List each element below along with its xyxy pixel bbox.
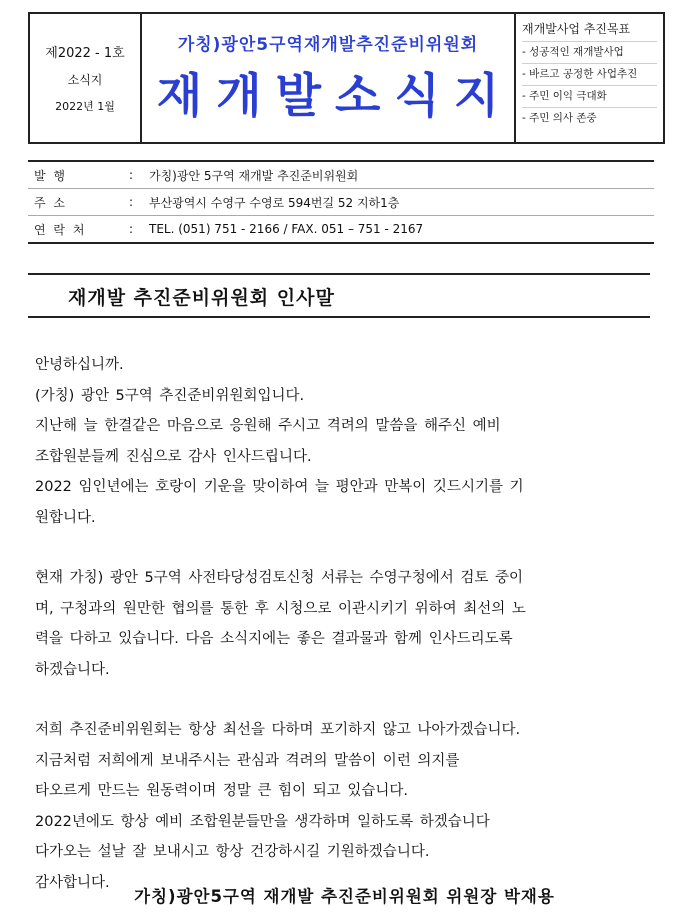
info-value: TEL. (051) 751 - 2166 / FAX. 051 – 751 - 2167: [149, 222, 424, 236]
body-line: 현재 가칭) 광안 5구역 사전타당성검토신청 서류는 수영구청에서 검토 중이: [35, 570, 523, 586]
body-line: 타오르게 만드는 원동력이며 정말 큰 힘이 되고 있습니다.: [35, 783, 409, 799]
newsletter-header: [28, 12, 665, 144]
body-line: 안녕하십니까.: [35, 357, 124, 373]
publisher-info-table: [28, 160, 654, 244]
info-label: 발 행: [34, 168, 67, 183]
letter-body: [35, 350, 650, 898]
info-row-publisher: 발 행 : 가칭)광안 5구역 재개발 추진준비위원회: [28, 162, 654, 189]
body-line: 며, 구청과의 원만한 협의를 통한 후 시청으로 이관시키기 위하여 최선의 노: [35, 600, 526, 617]
info-row-address: 주 소 : 부산광역시 수영구 수영로 594번길 52 지하1층: [28, 189, 654, 216]
masthead: [142, 14, 516, 142]
body-line: (가칭) 광안 5구역 추진준비위원회입니다.: [35, 387, 305, 404]
issue-box: [30, 14, 142, 142]
newsletter-title: 재개발소식지: [156, 69, 514, 124]
goals-box: [516, 14, 663, 142]
body-line: 지난해 늘 한결같은 마음으로 응원해 주시고 격려의 말씀을 해주신 예비: [35, 418, 501, 434]
body-line: 하겠습니다.: [35, 661, 110, 678]
paragraph: [35, 563, 650, 685]
body-line: 지금처럼 저희에게 보내주시는 관심과 격려의 말씀이 이런 의지를: [35, 752, 460, 769]
info-label: 연 락 처: [34, 222, 87, 237]
body-line: 원합니다.: [35, 509, 96, 526]
info-row-contact: 연 락 처 : TEL. (051) 751 - 2166 / FAX. 051 – 751 - 2167: [28, 216, 654, 244]
issue-date: 2022년 1월: [55, 100, 115, 113]
doc-type: 소식지: [67, 73, 103, 87]
body-line: 저희 추진준비위원회는 항상 최선을 다하며 포기하지 않고 나아가겠습니다.: [35, 722, 521, 738]
issue-number: 제2022 - 1호: [45, 46, 125, 61]
body-line: 2022 임인년에는 호랑이 기운을 맞이하여 늘 평안과 만복이 깃드시기를 기: [35, 479, 524, 495]
paragraph: [35, 350, 650, 533]
section-title: 재개발 추진준비위원회 인사말: [68, 287, 335, 309]
section-rule-top: [28, 273, 650, 275]
goal-item: - 성공적인 재개발사업: [522, 41, 657, 63]
body-line: 감사합니다.: [35, 874, 110, 891]
goal-item: - 주민 의사 존중: [522, 107, 657, 129]
signature: 가칭)광안5구역 재개발 추진준비위원회 위원장 박재용: [134, 887, 555, 906]
goals-title: 재개발사업 추진목표: [522, 22, 631, 36]
goal-item: - 주민 이익 극대화: [522, 85, 657, 107]
goals-list: [522, 41, 657, 129]
body-line: 력을 다하고 있습니다. 다음 소식지에는 좋은 결과물과 함께 인사드리도록: [35, 631, 513, 647]
body-line: 조합원분들께 진심으로 감사 인사드립니다.: [35, 448, 312, 465]
info-value: 부산광역시 수영구 수영로 594번길 52 지하1층: [149, 195, 400, 210]
body-line: 다가오는 설날 잘 보내시고 항상 건강하시길 기원하겠습니다.: [35, 844, 430, 860]
paragraph: [35, 715, 650, 898]
body-line: 2022년에도 항상 예비 조합원분들만을 생각하며 일하도록 하겠습니다: [35, 813, 490, 830]
info-label: 주 소: [34, 195, 67, 210]
info-value: 가칭)광안 5구역 재개발 추진준비위원회: [149, 168, 359, 183]
section-rule-bottom: [28, 316, 650, 318]
goal-item: - 바르고 공정한 사업추진: [522, 63, 657, 85]
organization-name: 가칭)광안5구역재개발추진준비위원회: [177, 35, 479, 55]
